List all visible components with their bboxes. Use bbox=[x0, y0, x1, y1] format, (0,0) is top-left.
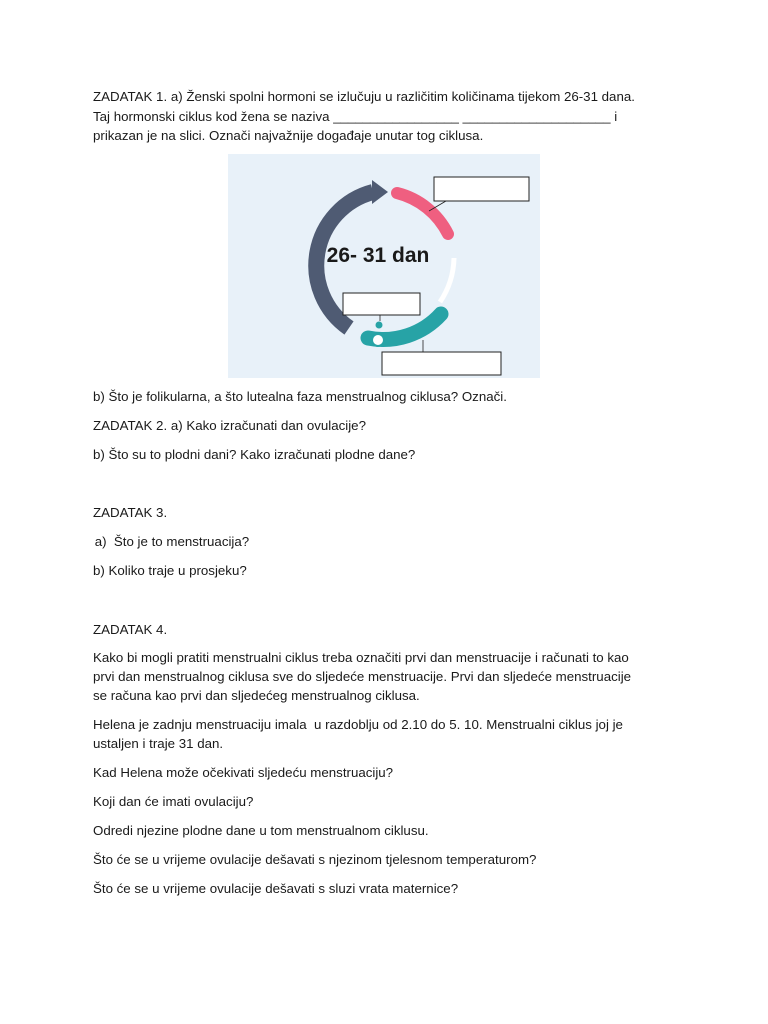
label-box-top-right[interactable] bbox=[434, 177, 529, 201]
task4-p2-line1: Helena je zadnju menstruaciju imala u razdoblju od 2.10 do 5. 10. Menstrualni ciklus joj je bbox=[93, 717, 623, 732]
marker-dot-small bbox=[376, 322, 383, 329]
task4-p1-line2: prvi dan menstrualnog ciklusa sve do sljedeće menstruacije. Prvi dan sljedeće menstruacije bbox=[93, 669, 632, 684]
task3-title: ZADATAK 3. bbox=[93, 505, 168, 520]
task4-p1-line1: Kako bi mogli pratiti menstrualni ciklus treba označiti prvi dan menstruacije i računati to kao bbox=[93, 650, 629, 665]
task2-a: ZADATAK 2. a) Kako izračunati dan ovulacije? bbox=[93, 418, 366, 433]
task4-q1: Kad Helena može očekivati sljedeću menstruaciju? bbox=[93, 765, 394, 780]
label-box-bottom[interactable] bbox=[382, 352, 501, 375]
task4-title: ZADATAK 4. bbox=[93, 622, 168, 637]
task1-b: b) Što je folikularna, a što lutealna faza menstrualnog ciklusa? Označi. bbox=[93, 389, 507, 404]
task1-line2: Taj hormonski ciklus kod žena se naziva _________________ ____________________ i bbox=[93, 109, 618, 124]
task2-b: b) Što su to plodni dani? Kako izračunati plodne dane? bbox=[93, 447, 416, 462]
task4-q4: Što će se u vrijeme ovulacije dešavati s njezinom tjelesnom temperaturom? bbox=[93, 852, 537, 867]
cycle-length-label: 26- 31 dan bbox=[326, 244, 430, 267]
task4-q5: Što će se u vrijeme ovulacije dešavati s sluzi vrata maternice? bbox=[93, 881, 459, 896]
task1-line3: prikazan je na slici. Označi najvažnije događaje unutar tog ciklusa. bbox=[93, 128, 484, 143]
task4-q2: Koji dan će imati ovulaciju? bbox=[93, 794, 254, 809]
task4-p1-line3: se računa kao prvi dan sljedećeg menstrualnog ciklusa. bbox=[93, 688, 420, 703]
task4-p2-line2: ustaljen i traje 31 dan. bbox=[93, 736, 224, 751]
ring-connector bbox=[440, 258, 454, 302]
task3-b: b) Koliko traje u prosjeku? bbox=[93, 563, 247, 578]
cycle-figure bbox=[228, 154, 540, 378]
task3-a: a) Što je to menstruacija? bbox=[91, 534, 250, 549]
task4-q3: Odredi njezine plodne dane u tom menstrualnom ciklusu. bbox=[93, 823, 429, 838]
task1-line1: ZADATAK 1. a) Ženski spolni hormoni se izlučuju u različitim količinama tijekom 26-31 dana. bbox=[93, 89, 635, 104]
label-box-center[interactable] bbox=[343, 293, 420, 315]
cycle-diagram bbox=[228, 154, 540, 378]
ovulation-marker bbox=[372, 334, 384, 346]
dark-arc-arrowhead bbox=[372, 180, 388, 204]
